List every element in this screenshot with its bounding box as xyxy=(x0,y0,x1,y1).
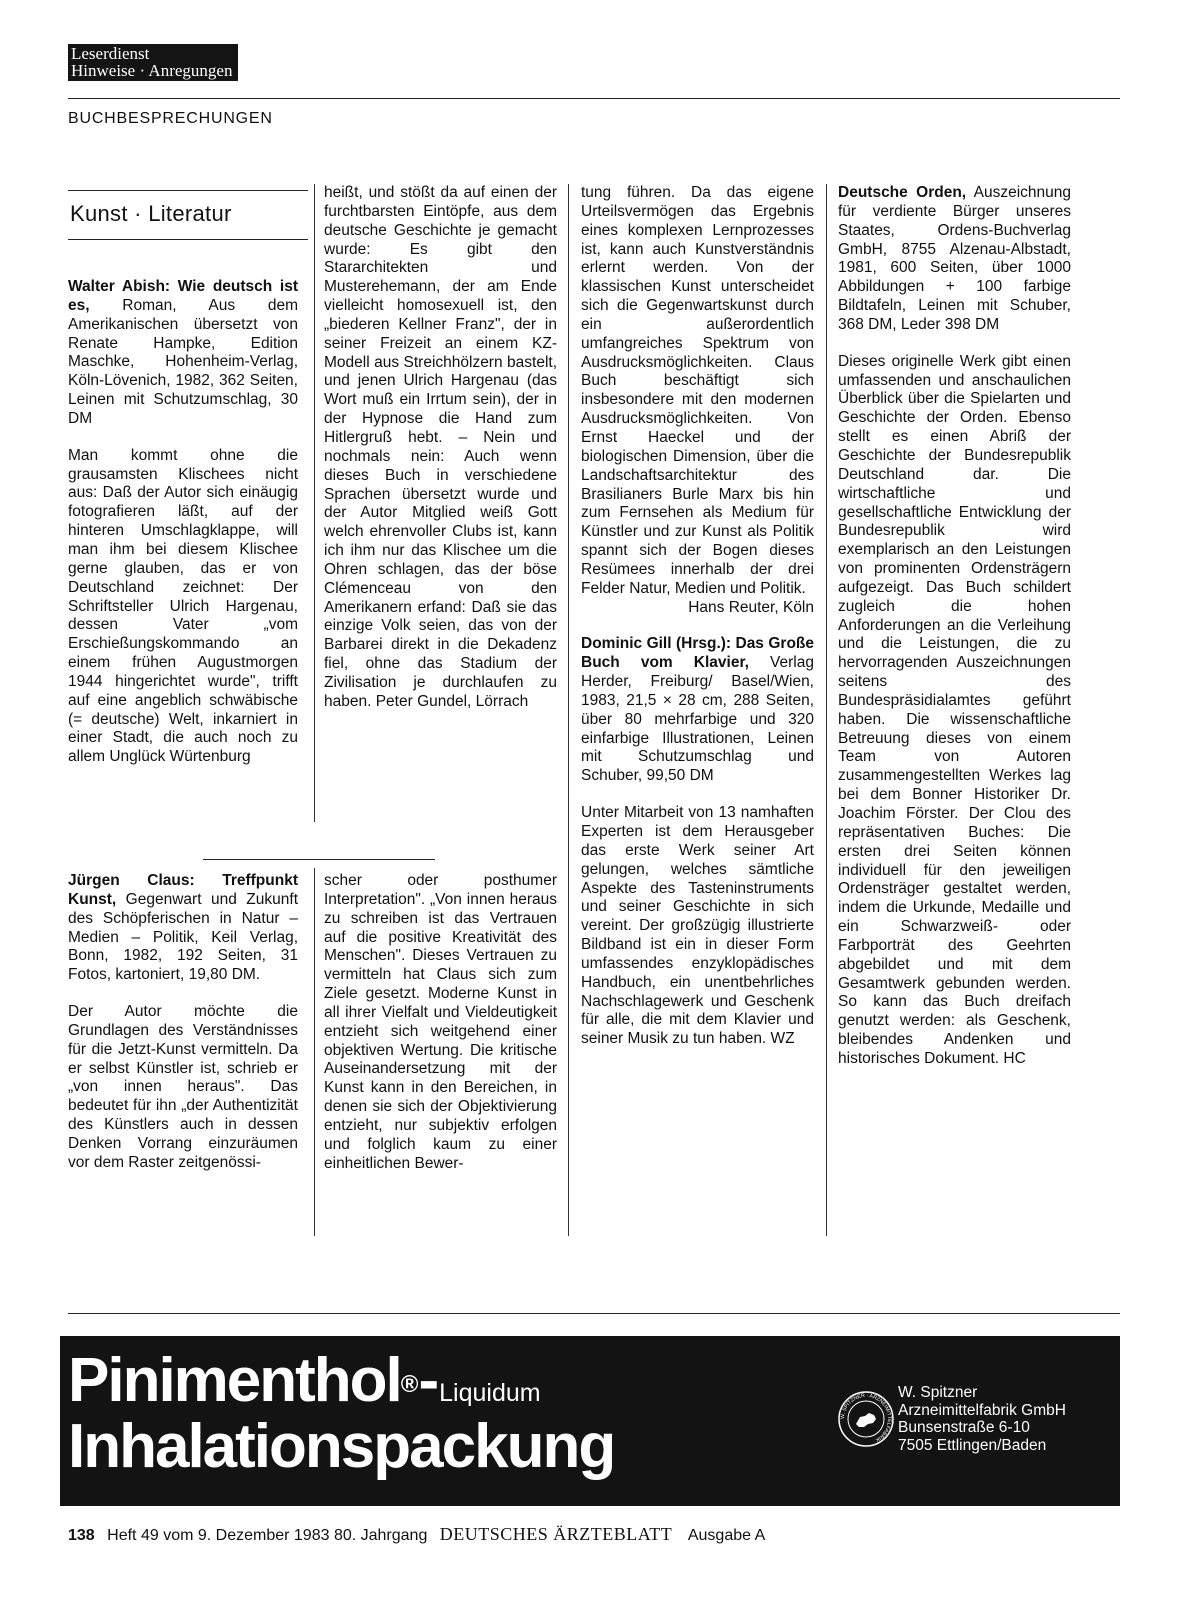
review-4-text: Dieses originelle Werk gibt einen umfassenden und anschaulichen Überblick über die Spielarten und Geschichte der Orden. Ebenso stellt es einen Abriß der Geschichte der Bundesrepublik Deutschland dar. Die wirtschaftliche und gesellschaftliche Entwicklung der Bundesrepublik wird exemplarisch an den Leistungen von prominenten Ordensträgern aufgezeigt. Das Buch schildert zugleich die hohen Anforderungen an die Verleihung und die Leistungen, die zu hervorragenden Auszeichnungen seitens des Bundespräsidialamtes geführt haben. Die wissenschaftliche Betreuung dieses von einem Team von Autoren zusammengestellten Werkes lag bei dem Bonner Historiker Dr. Joachim Förster. Der Clou des repräsentativen Buches: Die ersten drei Seiten können individuell für den jeweiligen Ordensträger gestaltet werden, indem die Urkunde, Medaille und ein Schwarzweiß- oder Farbporträt des Geehrten abgebildet und mit dem Gesamtwerk gebunden werden. So kann das Buch dreifach genutzt werden: als Geschenk, bleibendes Andenken und historisches Dokument. HC xyxy=(838,352,1071,1067)
review-3-title: Dominic Gill (Hrsg.): Das Große Buch vom Klavier, xyxy=(581,635,814,672)
column-divider-2 xyxy=(568,184,569,1236)
ad-variant: Liquidum xyxy=(439,1379,541,1407)
review-2-title: Jürgen Claus: Treffpunkt Kunst, xyxy=(68,872,298,908)
seal-text: W. SPITZNER · ARZNEIMITTELFABRIK xyxy=(839,1392,893,1443)
column-1-bottom xyxy=(68,872,298,1173)
review-2-text-part-3: tung führen. Da das eigene Urteilsvermögen das Ergebnis eines komplexen Lernprozesses ist, kann auch Kunstverständnis erlernt werden. Von der klassischen Kunst unterscheidet sich die Gegenwartskunst durch ein außerordentlich umfangreiches Spektrum von Ausdrucksmöglichkeiten. Claus Buch beschäftigt sich insbesondere mit den modernen Ausdrucksmöglichkeiten. Von Ernst Haeckel und der biologischen Dimension, über die Landschaftsarchitektur des Brasilianers Burle Marx bis hin zum Fernsehen als Medium für Künstler und zur Kunst als Politik spannt sich der Bogen dieses Resümees innerhalb der drei Felder Natur, Medien und Politik. xyxy=(581,184,814,597)
column-3 xyxy=(581,184,814,1049)
review-2-biblio xyxy=(68,872,298,985)
review-1-details: Roman, Aus dem Amerikanischen übersetzt von Renate Hampke, Edition Maschke, Hohenheim-Verlag, Köln-Lövenich, 1982, 362 Seiten, Leinen mit Schutzumschlag, 30 DM xyxy=(68,296,298,427)
ad-brand: Pinimenthol xyxy=(68,1346,401,1415)
review-1-text-part-2: heißt, und stößt da auf einen der furchtbarsten Eintöpfe, aus dem deutsche Geschichte je gemacht wurde: Es gibt den Stararchitekten und Musterehemann, der am Ende vielleicht homosexuell ist, den „biederen Kellner Franz", der in seiner Freizeit an einem KZ-Modell aus Streichhölzern bastelt, und jenen Ulrich Hargenau (das Wort muß ein Irrtum sein), der in der Hypnose die Hand zum Hitlergruß hebt. – Nein und nochmals nein: Auch wenn dieses Buch in verschiedene Sprachen übersetzt wurde und der Autor Mitglied weiß Gott welch ehrenvoller Clubs ist, kann ich ihm nur das Klischee um die Ohren schlagen, das der böse Clémenceau von den Amerikanern erfand: Daß sie das einzige Volk seien, das von der Barbarei direkt in die Dekadenz fiel, ohne das Stadium der Zivilisation je durchlaufen zu haben. Peter Gundel, Lörrach xyxy=(324,184,557,710)
review-2-text-part-1: Der Autor möchte die Grundlagen des Verständnisses für die Jetzt-Kunst vermitteln. Da er selbst Künstler ist, schrieb er „von innen heraus". Das bedeutet für ihn „der Authentizität des Künstlers auch in dessen Denken Vorrang einzuräumen vor dem Raster zeitgenössi- xyxy=(68,1003,298,1171)
ad-company-line-4: 7505 Ettlingen/Baden xyxy=(898,1436,1047,1454)
column-divider-3 xyxy=(826,184,827,1236)
review-4-biblio xyxy=(838,184,1071,335)
review-4-title: Deutsche Orden, xyxy=(838,184,967,201)
review-3-text: Unter Mitarbeit von 13 namhaften Experten ist dem Herausgeber das erste Werk seiner Art gelungen, welches sämtliche Aspekte des Tasteninstruments und seiner Geschichte in sich vereint. Der großzügig illustrierte Bildband ist ein in dieser Form umfassendes enzyklopädisches Handbuch, ein unentbehrliches Nachschlagewerk und Geschenk für alle, die mit dem Klavier und seiner Musik zu tun haben. WZ xyxy=(581,804,814,1048)
page-footer xyxy=(68,1524,765,1545)
column-divider-1-top xyxy=(314,184,315,822)
edition-label: Ausgabe A xyxy=(687,1527,766,1544)
review-1-biblio xyxy=(68,278,298,429)
rubric-line-1: Leserdienst xyxy=(71,44,150,63)
ad-registered-mark: ® xyxy=(400,1371,419,1398)
column-2-bottom xyxy=(324,872,557,1174)
company-seal-icon xyxy=(838,1391,894,1447)
journal-masthead: DEUTSCHES ÄRZTEBLATT xyxy=(439,1524,673,1544)
review-1-text-part-1: Man kommt ohne die grausamsten Klischees nicht aus: Daß der Autor sich einäugig fotografieren läßt, auf der hinteren Umschlagklappe, will man ihm bei diesem Klischee gerne glauben, das er von Deutschland zeichnet: Der Schriftsteller Ulrich Hargenau, dessen Vater „vom Erschießungskommando an einem frühen Augustmorgen 1944 hingerichtet wurde", trifft auf eine angeblich schwäbische (= deutsche) Welt, inkarniert in einer Stadt, die auch noch zu allem Unglück Würtenburg xyxy=(68,446,298,766)
review-3-details: Verlag Herder, Freiburg/ Basel/Wien, 1983, 21,5 × 28 cm, 288 Seiten, über 80 mehrfarbige und 320 einfarbige Illustrationen, Leinen mit Schutzumschlag und Schuber, 99,50 DM xyxy=(581,654,814,785)
ad-company-line-3: Bunsenstraße 6-10 xyxy=(898,1419,1030,1436)
review-separator-rule xyxy=(203,859,435,860)
review-2-signature: Hans Reuter, Köln xyxy=(688,598,814,616)
ad-company-line-1: W. Spitzner xyxy=(898,1384,978,1401)
review-1-title: Walter Abish: Wie deutsch ist es, xyxy=(68,278,298,314)
section-title: BUCHBESPRECHUNGEN xyxy=(68,110,273,127)
footer-rule xyxy=(68,1313,1120,1314)
ad-product: Inhalationspackung xyxy=(68,1412,615,1481)
review-4-details: Auszeichnung für verdiente Bürger unseres Staates, Ordens-Buchverlag GmbH, 8755 Alzenau-Albstadt, 1981, 600 Seiten, über 1000 Abbildungen + 100 farbige Bildtafeln, Leinen mit Schuber, 368 DM, Leder 398 DM xyxy=(838,184,1072,333)
header-rule xyxy=(68,98,1120,99)
rubric-badge xyxy=(68,44,238,81)
advertisement-banner xyxy=(60,1336,1120,1506)
column-1-top xyxy=(68,278,298,767)
rubric-box xyxy=(68,190,308,240)
rubric-title: Kunst · Literatur xyxy=(70,201,232,226)
column-4 xyxy=(838,184,1071,1069)
review-2-text-part-2: scher oder posthumer Interpretation". „Von innen heraus zu schreiben ist das Vertrauen auf die positive Kreativität des Menschen". Dieses Vertrauen zu vermitteln hat Claus sich zum Ziele gesetzt. Moderne Kunst in all ihrer Vielfalt und Vieldeutigkeit entzieht sich weitgehend einer objektiven Wertung. Die kritische Auseinandersetzung mit der Kunst kann in den Bereichen, in denen sie sich der Objektivierung entzieht, nur subjektiv erfolgen und folglich kaum zu einer einheitlichen Bewer- xyxy=(324,872,557,1172)
ad-dash: - xyxy=(418,1346,440,1415)
column-divider-1-bottom xyxy=(314,868,315,1236)
rubric-box-bottom-rule xyxy=(68,239,308,240)
ad-company-address xyxy=(898,1384,1066,1454)
issue-info: Heft 49 vom 9. Dezember 1983 80. Jahrgang xyxy=(107,1527,428,1544)
rubric-line-2: Hinweise · Anregungen xyxy=(71,61,233,80)
ad-company-line-2: Arzneimittelfabrik GmbH xyxy=(898,1401,1066,1419)
review-3-biblio xyxy=(581,635,814,786)
column-2-top xyxy=(324,184,557,712)
page-number: 138 xyxy=(68,1527,95,1544)
review-2-details: Gegenwart und Zukunft des Schöpferischen in Natur – Medien – Politik, Keil Verlag, Bonn, 1982, 192 Seiten, 31 Fotos, kartoniert, 19,80 DM. xyxy=(68,890,298,984)
